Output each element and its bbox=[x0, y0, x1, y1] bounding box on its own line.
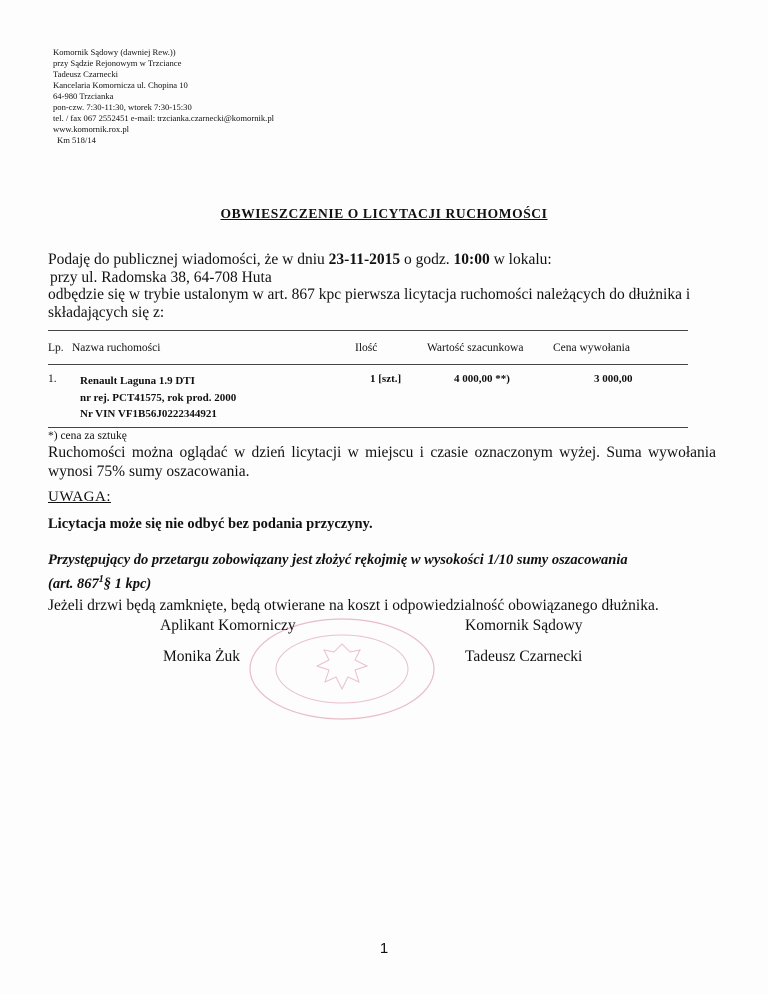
uwaga-heading: UWAGA: bbox=[48, 489, 111, 505]
header-line: pon-czw. 7:30-11:30, wtorek 7:30-15:30 bbox=[53, 102, 192, 112]
applicant-title: Aplikant Komorniczy bbox=[160, 617, 296, 634]
deposit-ref-sup: 1 bbox=[98, 574, 104, 585]
applicant-name: Monika Żuk bbox=[163, 648, 241, 665]
header-line: Komornik Sądowy (dawniej Rew.)) bbox=[53, 47, 176, 57]
col-header-price: Cena wywołania bbox=[553, 342, 630, 354]
intro-line-4: składających się z: bbox=[48, 303, 165, 321]
bailiff-name: Tadeusz Czarnecki bbox=[465, 648, 583, 665]
row-lp: 1. bbox=[48, 373, 57, 385]
auction-address: przy ul. Radomska 38, 64-708 Huta bbox=[50, 268, 272, 286]
deposit-line-2 bbox=[48, 570, 628, 594]
col-header-lp: Lp. bbox=[48, 342, 64, 354]
deposit-ref-tail: § 1 kpc) bbox=[103, 575, 152, 592]
row-qty: 1 [szt.] bbox=[370, 373, 402, 385]
header-line: tel. / fax 067 2552451 e-mail: trzcianka.czarnecki@komornik.pl bbox=[53, 113, 275, 123]
deposit-line-1: Przystępujący do przetargu zobowiązany jest złożyć rękojmię w wysokości 1/10 sumy oszacowania bbox=[48, 552, 628, 568]
intro-line-1 bbox=[48, 251, 728, 269]
intro-text: o godz. bbox=[400, 251, 454, 268]
row-price: 3 000,00 bbox=[594, 373, 633, 385]
item-name: Renault Laguna 1.9 DTI bbox=[80, 375, 195, 387]
notice-deposit bbox=[48, 550, 628, 594]
intro-paragraph bbox=[48, 251, 728, 321]
viewing-paragraph: Ruchomości można oglądać w dzień licytacji w miejscu i czasie oznaczonym wyżej. Suma wywołania wynosi 75% sumy oszacowania. bbox=[48, 444, 716, 480]
notice-cancel: Licytacja może się nie odbyć bez podania przyczyny. bbox=[48, 516, 373, 532]
header-line: www.komornik.rox.pl bbox=[53, 124, 130, 134]
row-value: 4 000,00 **) bbox=[454, 373, 510, 385]
doors-notice: Jeżeli drzwi będą zamknięte, będą otwierane na koszt i odpowiedzialność obowiązanego dłużnika. bbox=[48, 597, 659, 614]
table-top-rule bbox=[48, 330, 688, 331]
intro-text: w lokalu: bbox=[489, 251, 552, 268]
header-line: przy Sądzie Rejonowym w Trzciance bbox=[53, 58, 182, 68]
page-number: 1 bbox=[379, 940, 389, 957]
case-number: Km 518/14 bbox=[57, 135, 96, 145]
bailiff-title: Komornik Sądowy bbox=[465, 617, 583, 634]
table-bottom-rule bbox=[48, 427, 688, 428]
header-line: 64-980 Trzcianka bbox=[53, 91, 114, 101]
col-header-qty: Ilość bbox=[355, 342, 378, 354]
col-header-value: Wartość szacunkowa bbox=[427, 342, 524, 354]
header-line: Kancelaria Komornicza ul. Chopina 10 bbox=[53, 80, 188, 90]
footnote: *) cena za sztukę bbox=[48, 430, 127, 442]
header-line: Tadeusz Czarnecki bbox=[53, 69, 119, 79]
intro-line-3: odbędzie się w trybie ustalonym w art. 867 kpc pierwsza licytacja ruchomości należących do dłużnika i bbox=[48, 286, 691, 303]
bailiff-header bbox=[53, 47, 274, 146]
auction-date: 23-11-2015 bbox=[328, 251, 401, 268]
col-header-name: Nazwa ruchomości bbox=[72, 342, 161, 354]
table-row-item bbox=[80, 373, 236, 423]
item-registration: nr rej. PCT41575, rok prod. 2000 bbox=[80, 391, 237, 404]
intro-text: Podaję do publicznej wiadomości, że w dniu bbox=[48, 251, 329, 268]
item-vin: Nr VIN VF1B56J0222344921 bbox=[80, 408, 217, 420]
auction-time: 10:00 bbox=[453, 251, 490, 268]
document-title: OBWIESZCZENIE O LICYTACJI RUCHOMOŚCI bbox=[220, 206, 548, 221]
deposit-ref: (art. 867 bbox=[48, 575, 99, 592]
table-header-rule bbox=[48, 364, 688, 365]
